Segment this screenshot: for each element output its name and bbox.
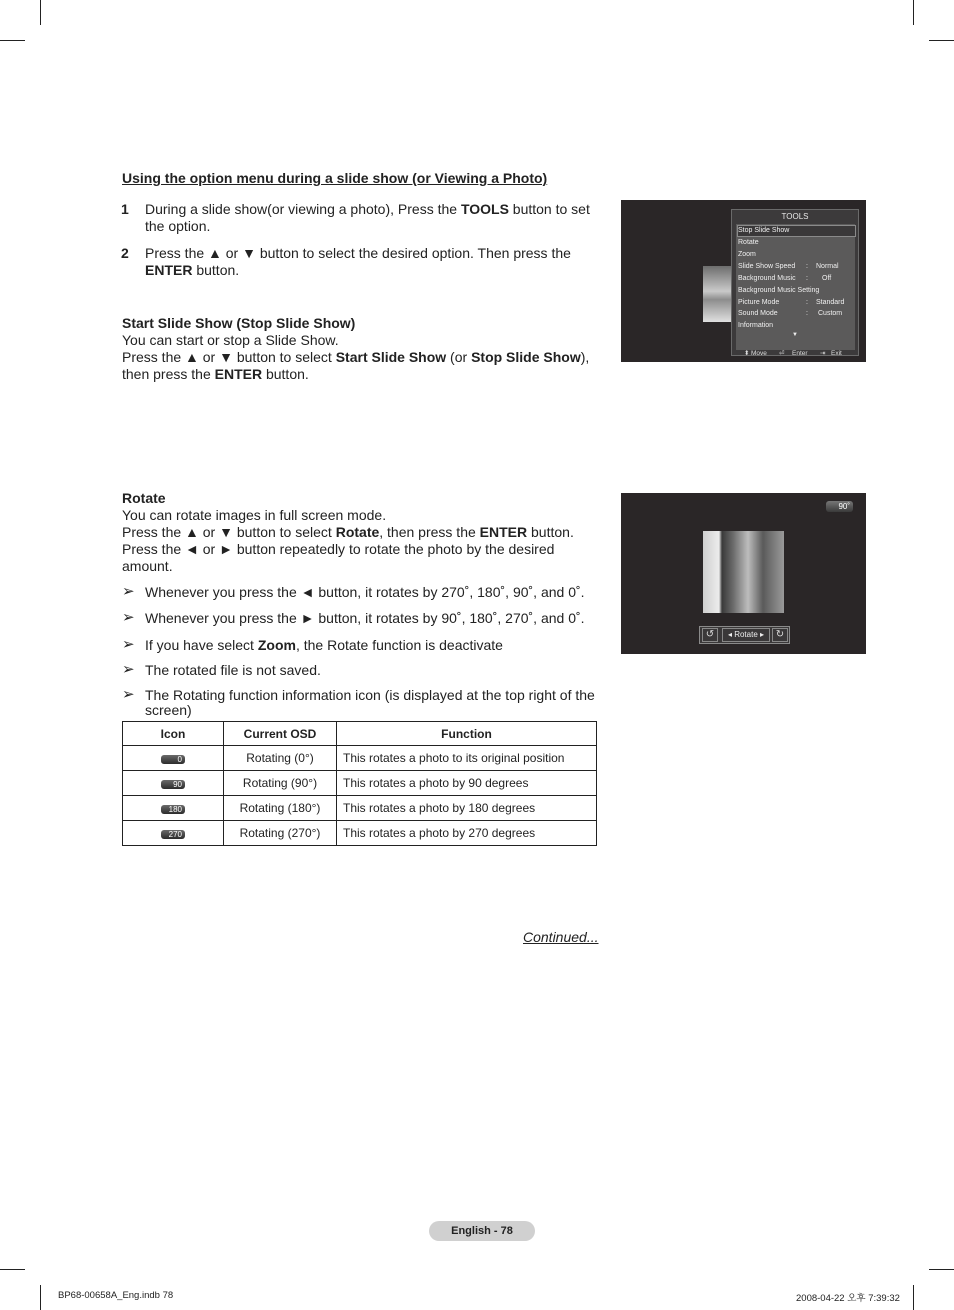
tools-item[interactable]: Background Music Setting [738,287,820,294]
tools-item[interactable]: Rotate [738,239,759,246]
rotation-badge-icon: 90 [161,780,185,789]
icon-cell [123,821,224,846]
crop-mark [0,40,25,41]
table-header: Icon [123,722,224,746]
enter-label: Enter [792,350,808,357]
osd-cell: Rotating (0°) [224,746,337,771]
rotate-screenshot [621,493,866,654]
crop-mark [913,0,914,25]
exit-label: Exit [831,350,842,357]
function-cell: This rotates a photo by 270 degrees [337,821,597,846]
osd-cell: Rotating (90°) [224,771,337,796]
rotation-badge-icon: 180 [161,805,185,814]
crop-mark [0,1269,25,1270]
start-slide-line: You can start or stop a Slide Show. [122,332,339,348]
exit-icon: ⇥ [820,350,826,357]
tools-item[interactable]: Background Music [738,275,796,282]
table-row [123,746,597,771]
rotate-control-bar [699,626,790,644]
right-arrow-icon: ▸ [757,630,765,639]
tools-value: Custom [818,310,843,317]
icon-cell [123,771,224,796]
start-slide-section [122,315,602,383]
tools-value: Standard [816,299,845,306]
table-header-row [123,722,597,746]
page-number: English - 78 [429,1221,535,1241]
rotation-badge-icon: 0 [161,755,185,764]
enter-icon: ⏎ [779,350,785,357]
table-row [123,796,597,821]
table-header: Function [337,722,597,746]
crop-mark [913,1285,914,1310]
tools-title: TOOLS [781,212,809,221]
crop-mark [40,0,41,25]
function-cell: This rotates a photo to its original position [337,746,597,771]
rotate-line: Press the ◄ or ► button repeatedly to rotate the photo by the desired [122,541,555,557]
note-arrow-icon: ➢ [122,609,135,626]
osd-cell: Rotating (180°) [224,796,337,821]
tools-footer [732,349,858,359]
step-text: Press the ▲ or ▼ button to select the desired option. Then press the ENTER button. [145,245,571,278]
note-text: If you have select Zoom, the Rotate function is deactivate [145,637,503,653]
function-cell: This rotates a photo by 180 degrees [337,796,597,821]
tools-colon: : [806,299,808,306]
osd-cell: Rotating (270°) [224,821,337,846]
rotate-left-icon[interactable]: ↺ [702,628,718,642]
rotate-table [122,721,597,846]
note-text: The rotated file is not saved. [145,662,321,678]
tools-item[interactable]: Zoom [738,251,756,258]
section-title: Using the option menu during a slide show (or Viewing a Photo) [122,170,548,186]
photo-thumbnail [703,266,731,322]
note-arrow-icon: ➢ [122,661,135,678]
footer-file: BP68-00658A_Eng.indb 78 [58,1290,174,1301]
step-text: During a slide show(or viewing a photo), Press the TOOLS button to set the option. [145,201,590,234]
tools-menu-screenshot [621,200,866,362]
left-arrow-icon: ◂ [727,630,735,639]
tools-colon: : [806,275,808,282]
note-arrow-icon: ➢ [122,583,135,600]
rotated-photo [703,531,784,613]
rotate-right-icon[interactable]: ↻ [772,628,788,642]
step-number: 2 [121,245,129,261]
icon-cell [123,796,224,821]
tools-value: Off [822,275,832,282]
move-icon: ⬍ [744,350,750,357]
crop-mark [929,40,954,41]
table-header: Current OSD [224,722,337,746]
start-slide-line: then press the ENTER button. [122,366,309,382]
tools-item[interactable]: Picture Mode [738,299,780,306]
tools-item[interactable]: Slide Show Speed [738,263,796,270]
tools-item[interactable]: Information [738,322,774,329]
tools-colon: : [806,263,808,270]
function-cell: This rotates a photo by 90 degrees [337,771,597,796]
footer-date: 2008-04-22 오후 7:39:32 [796,1293,900,1304]
note-text: Whenever you press the ► button, it rotates by 90˚, 180˚, 270˚, and 0˚. [145,610,585,626]
icon-cell [123,746,224,771]
tools-item[interactable]: Stop Slide Show [738,227,790,234]
tools-colon: : [806,310,808,317]
crop-mark [929,1269,954,1270]
scroll-down-icon[interactable]: ▼ [792,332,798,338]
continued-text: Continued... [523,929,599,945]
note-arrow-icon: ➢ [122,636,135,653]
start-slide-title: Start Slide Show (Stop Slide Show) [122,315,356,331]
table-row [123,821,597,846]
tools-item[interactable]: Sound Mode [738,310,778,317]
tools-value: Normal [816,263,839,270]
note-text: The Rotating function information icon (is displayed at the top right of the screen) [145,687,595,718]
rotate-line: You can rotate images in full screen mode. [122,507,387,523]
rotate-line: Press the ▲ or ▼ button to select Rotate, then press the ENTER button. [122,524,574,540]
crop-mark [40,1285,41,1310]
move-label: Move [751,350,767,357]
note-text: Whenever you press the ◄ button, it rotates by 270˚, 180˚, 90˚, and 0˚. [145,584,585,600]
start-slide-line: Press the ▲ or ▼ button to select Start Slide Show (or Stop Slide Show), [122,349,590,365]
tools-panel [731,209,859,356]
tools-list [736,224,855,350]
rotation-badge-icon: 270 [161,830,185,839]
rotate-section [122,490,602,575]
rotate-badge: 90˚ [826,501,853,512]
note-arrow-icon: ➢ [122,686,135,703]
rotate-label-box[interactable]: ◂ Rotate ▸ [722,628,770,642]
table-row [123,771,597,796]
step-number: 1 [121,201,129,217]
rotate-line: amount. [122,558,173,574]
rotate-title: Rotate [122,490,166,506]
